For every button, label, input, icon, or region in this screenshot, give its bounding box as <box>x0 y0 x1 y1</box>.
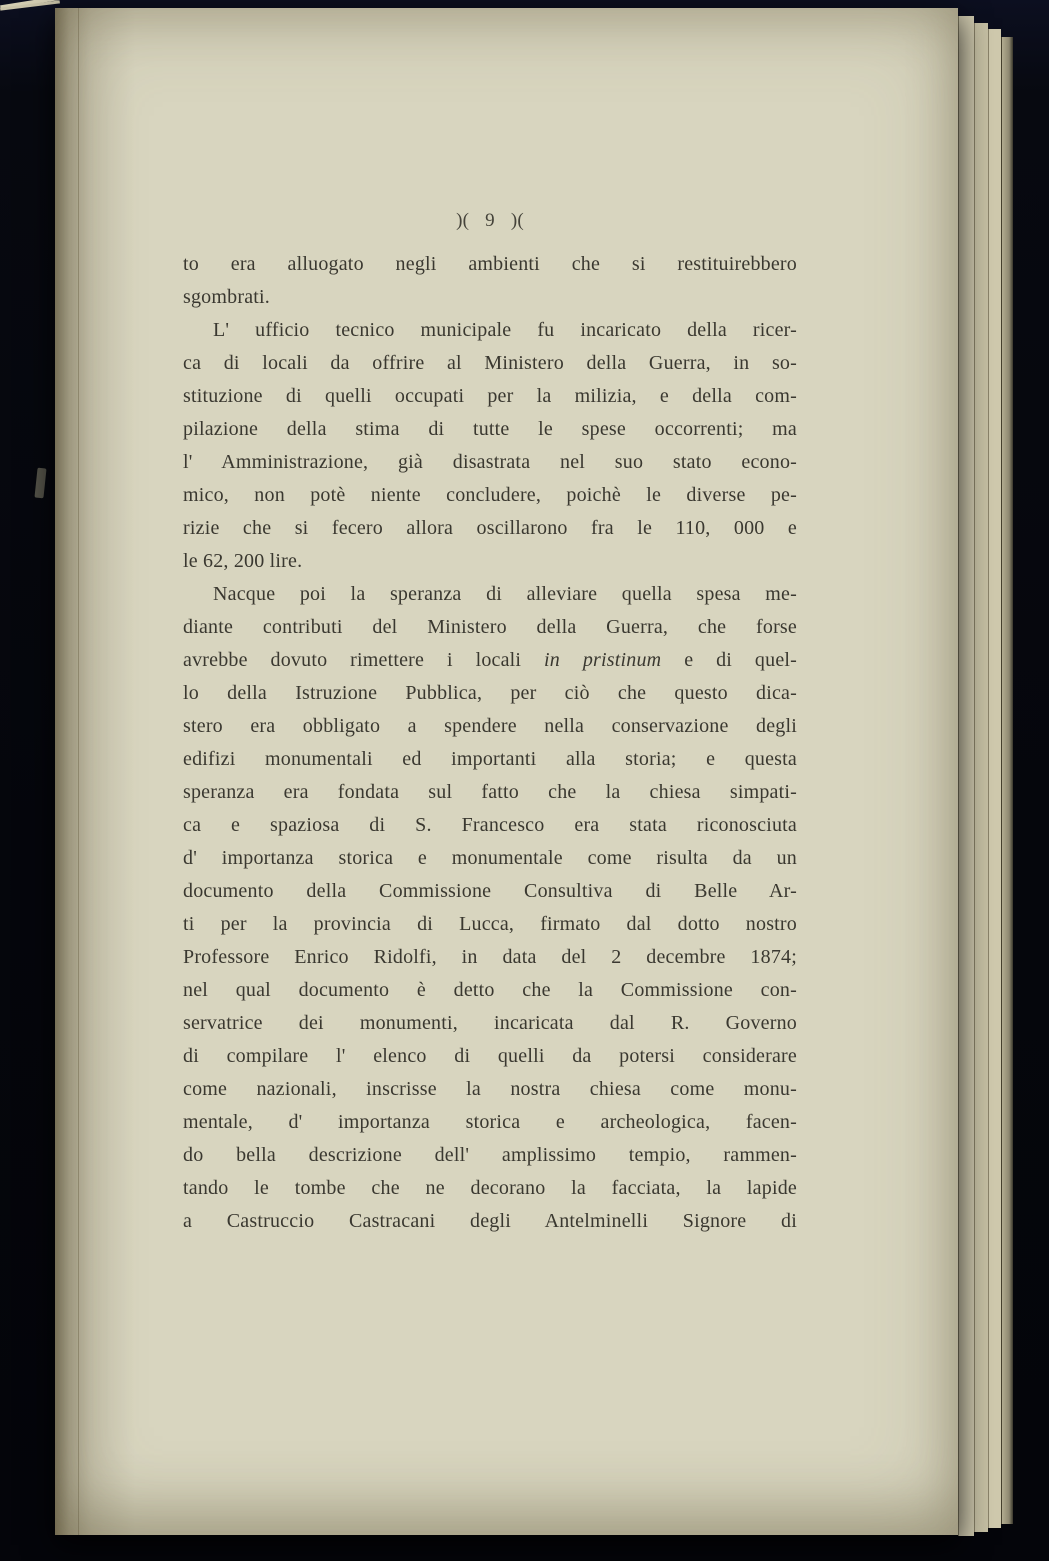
page-lines <box>183 248 797 1238</box>
page-number <box>183 204 797 234</box>
page-stack-edge <box>988 29 1001 1528</box>
text-line: Professore Enrico Ridolfi, in data del 2 decembre 1874; <box>183 946 797 968</box>
text-line: stero era obbligato a spendere nella conservazione degli <box>183 715 797 737</box>
page-number-value: 9 <box>485 210 495 231</box>
text-line: mico, non potè niente concludere, poichè le diverse pe- <box>183 484 797 506</box>
text-line: l' Amministrazione, già disastrata nel suo stato econo- <box>183 451 797 473</box>
text-line: ti per la provincia di Lucca, firmato dal dotto nostro <box>183 913 797 935</box>
text-line: ca e spaziosa di S. Francesco era stata riconosciuta <box>183 814 797 836</box>
binding-gutter-shadow <box>55 8 135 1535</box>
page-content <box>183 204 797 1238</box>
text-line: tando le tombe che ne decorano la facciata, la lapide <box>183 1177 797 1199</box>
text-line: a Castruccio Castracani degli Antelminelli Signore di <box>183 1210 797 1232</box>
text-line: do bella descrizione dell' amplissimo tempio, rammen- <box>183 1144 797 1166</box>
text-line: sgombrati. <box>183 286 270 308</box>
text-line: L' ufficio tecnico municipale fu incaricato della ricer- <box>213 319 797 341</box>
page-stack-edge <box>974 23 988 1532</box>
text-line: documento della Commissione Consultiva di Belle Ar- <box>183 880 797 902</box>
text-line: diante contributi del Ministero della Guerra, che forse <box>183 616 797 638</box>
text-line: servatrice dei monumenti, incaricata dal R. Governo <box>183 1012 797 1034</box>
text-line: speranza era fondata sul fatto che la chiesa simpati- <box>183 781 797 803</box>
binding-thread-mark <box>34 468 46 499</box>
text-line: lo della Istruzione Pubblica, per ciò che questo dica- <box>183 682 797 704</box>
text-line: pilazione della stima di tutte le spese occorrenti; ma <box>183 418 797 440</box>
text-line: edifizi monumentali ed importanti alla storia; e questa <box>183 748 797 770</box>
text-line: stituzione di quelli occupati per la milizia, e della com- <box>183 385 797 407</box>
text-line: rizie che si fecero allora oscillarono fra le 110, 000 e <box>183 517 797 539</box>
text-line: ca di locali da offrire al Ministero della Guerra, in so- <box>183 352 797 374</box>
text-line: le 62, 200 lire. <box>183 550 303 572</box>
text-line: di compilare l' elenco di quelli da potersi considerare <box>183 1045 797 1067</box>
page-stack-edge <box>958 16 974 1536</box>
text-line: come nazionali, inscrisse la nostra chiesa come monu- <box>183 1078 797 1100</box>
book-page <box>55 8 958 1535</box>
text-line: Nacque poi la speranza di alleviare quella spesa me- <box>213 583 797 605</box>
page-stack-edge <box>1001 37 1013 1524</box>
page-number-right-mark: )( <box>510 210 524 231</box>
text-line: nel qual documento è detto che la Commissione con- <box>183 979 797 1001</box>
text-line: mentale, d' importanza storica e archeologica, facen- <box>183 1111 797 1133</box>
text-line: avrebbe dovuto rimettere i locali in pristinum e di quel- <box>183 649 798 671</box>
page-number-left-mark: )( <box>456 210 470 231</box>
binding-crease <box>78 8 79 1535</box>
text-line: to era alluogato negli ambienti che si restituirebbero <box>183 253 797 275</box>
text-line: d' importanza storica e monumentale come risulta da un <box>183 847 797 869</box>
